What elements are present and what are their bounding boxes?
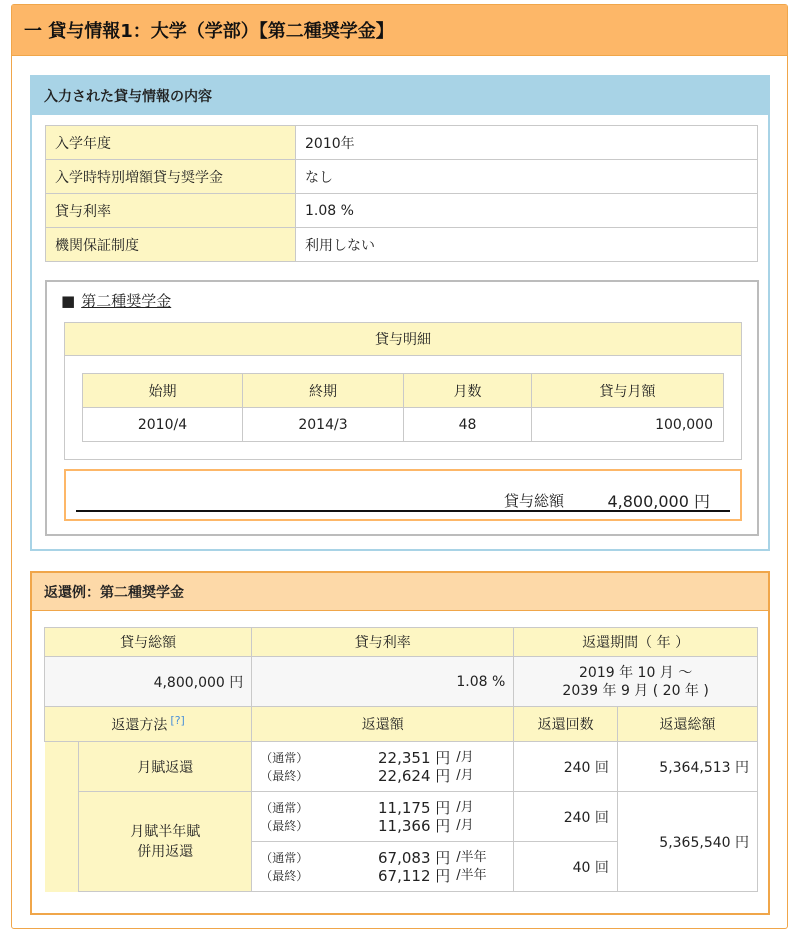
combined-total: 5,365,540 円 [617,792,757,892]
column-header: 貸与月額 [532,374,724,408]
final-unit: /半年 [456,867,487,883]
amount-lines [260,749,505,785]
table-row [46,126,758,160]
input-info-table [45,125,758,262]
final-amount: 11,366 円 [378,816,451,835]
column-header: 月数 [404,374,532,408]
monthly-total: 5,364,513 円 [617,742,757,792]
loan-total-label: 貸与総額 [503,492,564,510]
page-title: 一 貸与情報1：大学（学部）【第二種奨学金】 [12,5,787,56]
loan-total-box [64,469,742,521]
amount-line [260,849,505,867]
summary-total: 4,800,000 円 [45,657,252,707]
normal-unit: /月 [456,749,474,765]
final-tag: （最終） [260,818,309,833]
method-indent [45,742,79,892]
period-line-1: 2019 年 10 月 ～ [579,664,693,681]
method-combined-name [79,792,252,892]
month-count: 48 [404,408,532,442]
monthly-amount-cell [252,742,514,792]
info-value: 1.08 % [296,194,758,228]
final-amount: 22,624 円 [378,766,451,785]
normal-tag: （通常） [260,850,309,865]
info-value: 2010年 [296,126,758,160]
input-info-panel [30,75,770,551]
total-underline [76,510,730,512]
loan-detail-table [82,373,724,442]
amount-line [260,817,505,835]
column-header: 返還期間（ 年 ） [514,628,758,657]
normal-tag: （通常） [260,750,309,765]
scholarship-title-text: 第二種奨学金 [81,292,172,310]
column-header: 返還総額 [617,707,757,742]
amount-line [260,799,505,817]
normal-unit: /半年 [456,849,487,865]
table-row [45,742,758,792]
final-amount: 67,112 円 [378,866,451,885]
period-line-2: 2039 年 9 月 ( 20 年 ) [562,682,709,699]
loan-detail-title: 貸与明細 [65,323,741,356]
normal-tag: （通常） [260,800,309,815]
normal-amount: 22,351 円 [378,748,451,767]
combined-name-line-2: 併用返還 [137,843,194,860]
monthly-count: 240 回 [514,742,618,792]
repayment-table [44,627,758,892]
end-period: 2014/3 [243,408,404,442]
combined-name-line-1: 月賦半年賦 [130,823,201,840]
info-label: 貸与利率 [46,194,296,228]
info-label: 機関保証制度 [46,228,296,262]
amount-line [260,767,505,785]
repayment-panel [30,571,770,915]
normal-amount: 11,175 円 [378,798,451,817]
column-header: 返還回数 [514,707,618,742]
repayment-title: 返還例：第二種奨学金 [32,573,768,611]
start-period: 2010/4 [83,408,243,442]
final-unit: /月 [456,817,474,833]
final-tag: （最終） [260,868,309,883]
column-header: 始期 [83,374,243,408]
info-value: 利用しない [296,228,758,262]
help-link[interactable]: [?] [170,713,185,727]
method-monthly-name: 月賦返還 [79,742,252,792]
input-info-title: 入力された貸与情報の内容 [32,77,768,115]
summary-rate: 1.08 % [252,657,514,707]
loan-detail-box [64,322,742,460]
column-header: 終期 [243,374,404,408]
table-row [83,408,724,442]
table-header-row [83,374,724,408]
info-label: 入学時特別増額貸与奨学金 [46,160,296,194]
loan-info-page [11,4,788,929]
loan-total-value: 4,800,000 円 [607,492,710,511]
monthly-amount: 100,000 [532,408,724,442]
table-header-row [45,628,758,657]
amount-line [260,867,505,885]
table-row [46,228,758,262]
normal-amount: 67,083 円 [378,848,451,867]
info-value: なし [296,160,758,194]
combined-halfyear-amount-cell [252,842,514,892]
scholarship-box [45,280,759,536]
method-header-label: 返還方法 [111,717,168,734]
combined-monthly-amount-cell [252,792,514,842]
combined-halfyear-count: 40 回 [514,842,618,892]
amount-lines [260,849,505,885]
info-label: 入学年度 [46,126,296,160]
square-bullet-icon: ■ [61,292,76,310]
column-header: 貸与利率 [252,628,514,657]
table-row [46,194,758,228]
final-unit: /月 [456,767,474,783]
table-row [46,160,758,194]
table-header-row [45,707,758,742]
amount-line [260,749,505,767]
column-header: 返還額 [252,707,514,742]
amount-lines [260,799,505,835]
combined-monthly-count: 240 回 [514,792,618,842]
scholarship-title [61,290,171,311]
summary-period [514,657,758,707]
table-row [45,792,758,842]
final-tag: （最終） [260,768,309,783]
table-row [45,657,758,707]
normal-unit: /月 [456,799,474,815]
column-header: 貸与総額 [45,628,252,657]
method-header [45,707,252,742]
